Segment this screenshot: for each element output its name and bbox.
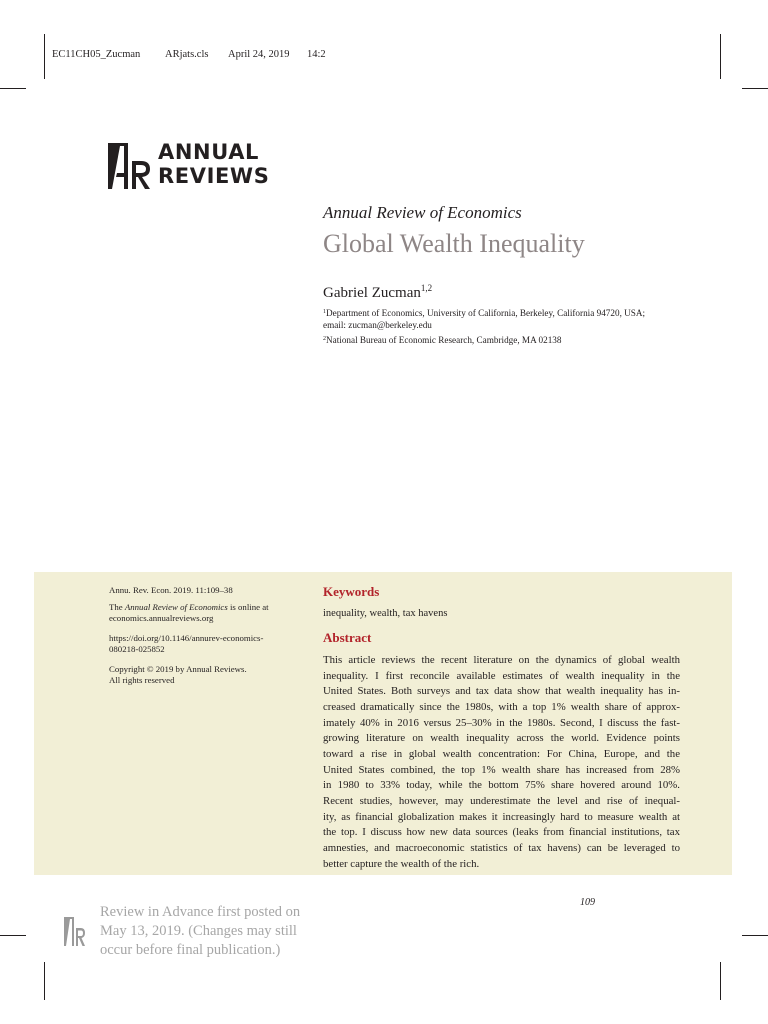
slug-cls: ARjats.cls (165, 49, 209, 60)
abstract-line: United States combined, the top 1% wealth share has increased from 28% (323, 763, 680, 776)
author-superscript: 1,2 (420, 283, 433, 293)
crop-mark-top-left-h (0, 88, 26, 89)
rights-line: All rights reserved (109, 675, 175, 685)
crop-mark-bottom-right-h (742, 935, 768, 936)
review-notice-line-3: occur before final publication.) (100, 942, 281, 958)
copyright-line: Copyright © 2019 by Annual Reviews. (109, 664, 247, 674)
abstract-line: inequality. I first reconcile available estimates of wealth inequality in the (323, 669, 680, 682)
online-info-url[interactable]: economics.annualreviews.org (109, 613, 214, 623)
article-title: Global Wealth Inequality (323, 229, 585, 258)
crop-mark-bottom-left-h (0, 935, 26, 936)
journal-name: Annual Review of Economics (323, 203, 522, 222)
online-info-post: is online at (227, 602, 269, 612)
doi-info[interactable] (109, 633, 289, 655)
crop-mark-top-right (720, 34, 721, 79)
copyright-info (109, 664, 289, 686)
affiliation-1 (323, 307, 663, 331)
online-info (109, 602, 289, 624)
author-name (323, 283, 432, 302)
abstract-line: the top. I discuss how new data sources (leaks from financial institutions, tax (323, 826, 680, 839)
abstract-line: Recent studies, however, may underestimate the level and rise of inequal- (323, 794, 680, 807)
keywords-heading: Keywords (323, 584, 380, 599)
affiliation-2-sup: 2 (323, 336, 326, 342)
abstract-line: better capture the wealth of the rich. (323, 857, 480, 870)
affiliation-2-line1: National Bureau of Economic Research, Cambridge, MA 02138 (326, 335, 562, 345)
abstract-line: toward a rise in global wealth concentration: For China, Europe, and the (323, 747, 680, 760)
affiliation-1-sup: 1 (323, 309, 326, 315)
online-info-journal: Annual Review of Economics (124, 602, 228, 612)
review-in-advance-notice (100, 903, 340, 960)
affiliation-2 (323, 334, 663, 347)
page-number: 109 (580, 897, 595, 908)
slug-time: 14:2 (307, 49, 326, 60)
online-info-pre: The (109, 602, 125, 612)
crop-mark-bottom-right (720, 962, 721, 1000)
crop-mark-top-left (44, 34, 45, 79)
abstract-line: ity, as financial globalization makes it increasingly hard to measure wealth at (323, 810, 680, 823)
abstract-heading: Abstract (323, 630, 372, 645)
author-name-text: Gabriel Zucman (323, 285, 421, 301)
crop-mark-bottom-left (44, 962, 45, 1000)
logo-line-reviews: REVIEWS (158, 163, 270, 188)
logo-wordmark (158, 141, 269, 188)
slug-date: April 24, 2019 (228, 49, 290, 60)
keywords-text: inequality, wealth, tax havens (323, 608, 448, 619)
doi-line-1[interactable]: https://doi.org/10.1146/annurev-economics- (109, 633, 264, 643)
abstract-line: United States. Both surveys and tax data show that wealth inequality has in- (323, 685, 680, 698)
review-notice-line-2: May 13, 2019. (Changes may still (100, 923, 297, 939)
affiliation-1-line1: Department of Economics, University of California, Berkeley, California 94720, USA; (326, 308, 646, 318)
abstract-line: growing literature on wealth inequality across the world. Evidence points (323, 732, 680, 745)
abstract-line: in 1980 to 33% today, while the bottom 75% share hovered around 10%. (323, 779, 680, 792)
abstract-line: amnesties, and macroeconomic statistics of tax havens) can be leveraged to (323, 841, 680, 854)
doi-line-2[interactable]: 080218-025852 (109, 644, 165, 654)
abstract-line: This article reviews the recent literature on the dynamics of global wealth (323, 654, 680, 666)
abstract-line: creased dramatically since the 1980s, with a top 1% wealth share of approx- (323, 700, 680, 713)
annual-reviews-logo (108, 142, 278, 190)
abstract-line: imately 40% in 2016 versus 25–30% in the 1980s. Second, I discuss the fast- (323, 716, 680, 729)
crop-mark-top-right-h (742, 88, 768, 89)
ar-small-monogram-icon (64, 917, 86, 946)
abstract-body (323, 653, 680, 872)
slug-file: EC11CH05_Zucman (52, 49, 141, 60)
ar-monogram-icon (108, 143, 152, 189)
review-notice-line-1: Review in Advance first posted on (100, 904, 301, 920)
citation-info: Annu. Rev. Econ. 2019. 11:109–38 (109, 585, 233, 595)
affiliation-1-email[interactable]: email: zucman@berkeley.edu (323, 319, 432, 330)
logo-line-annual: ANNUAL (158, 140, 260, 164)
